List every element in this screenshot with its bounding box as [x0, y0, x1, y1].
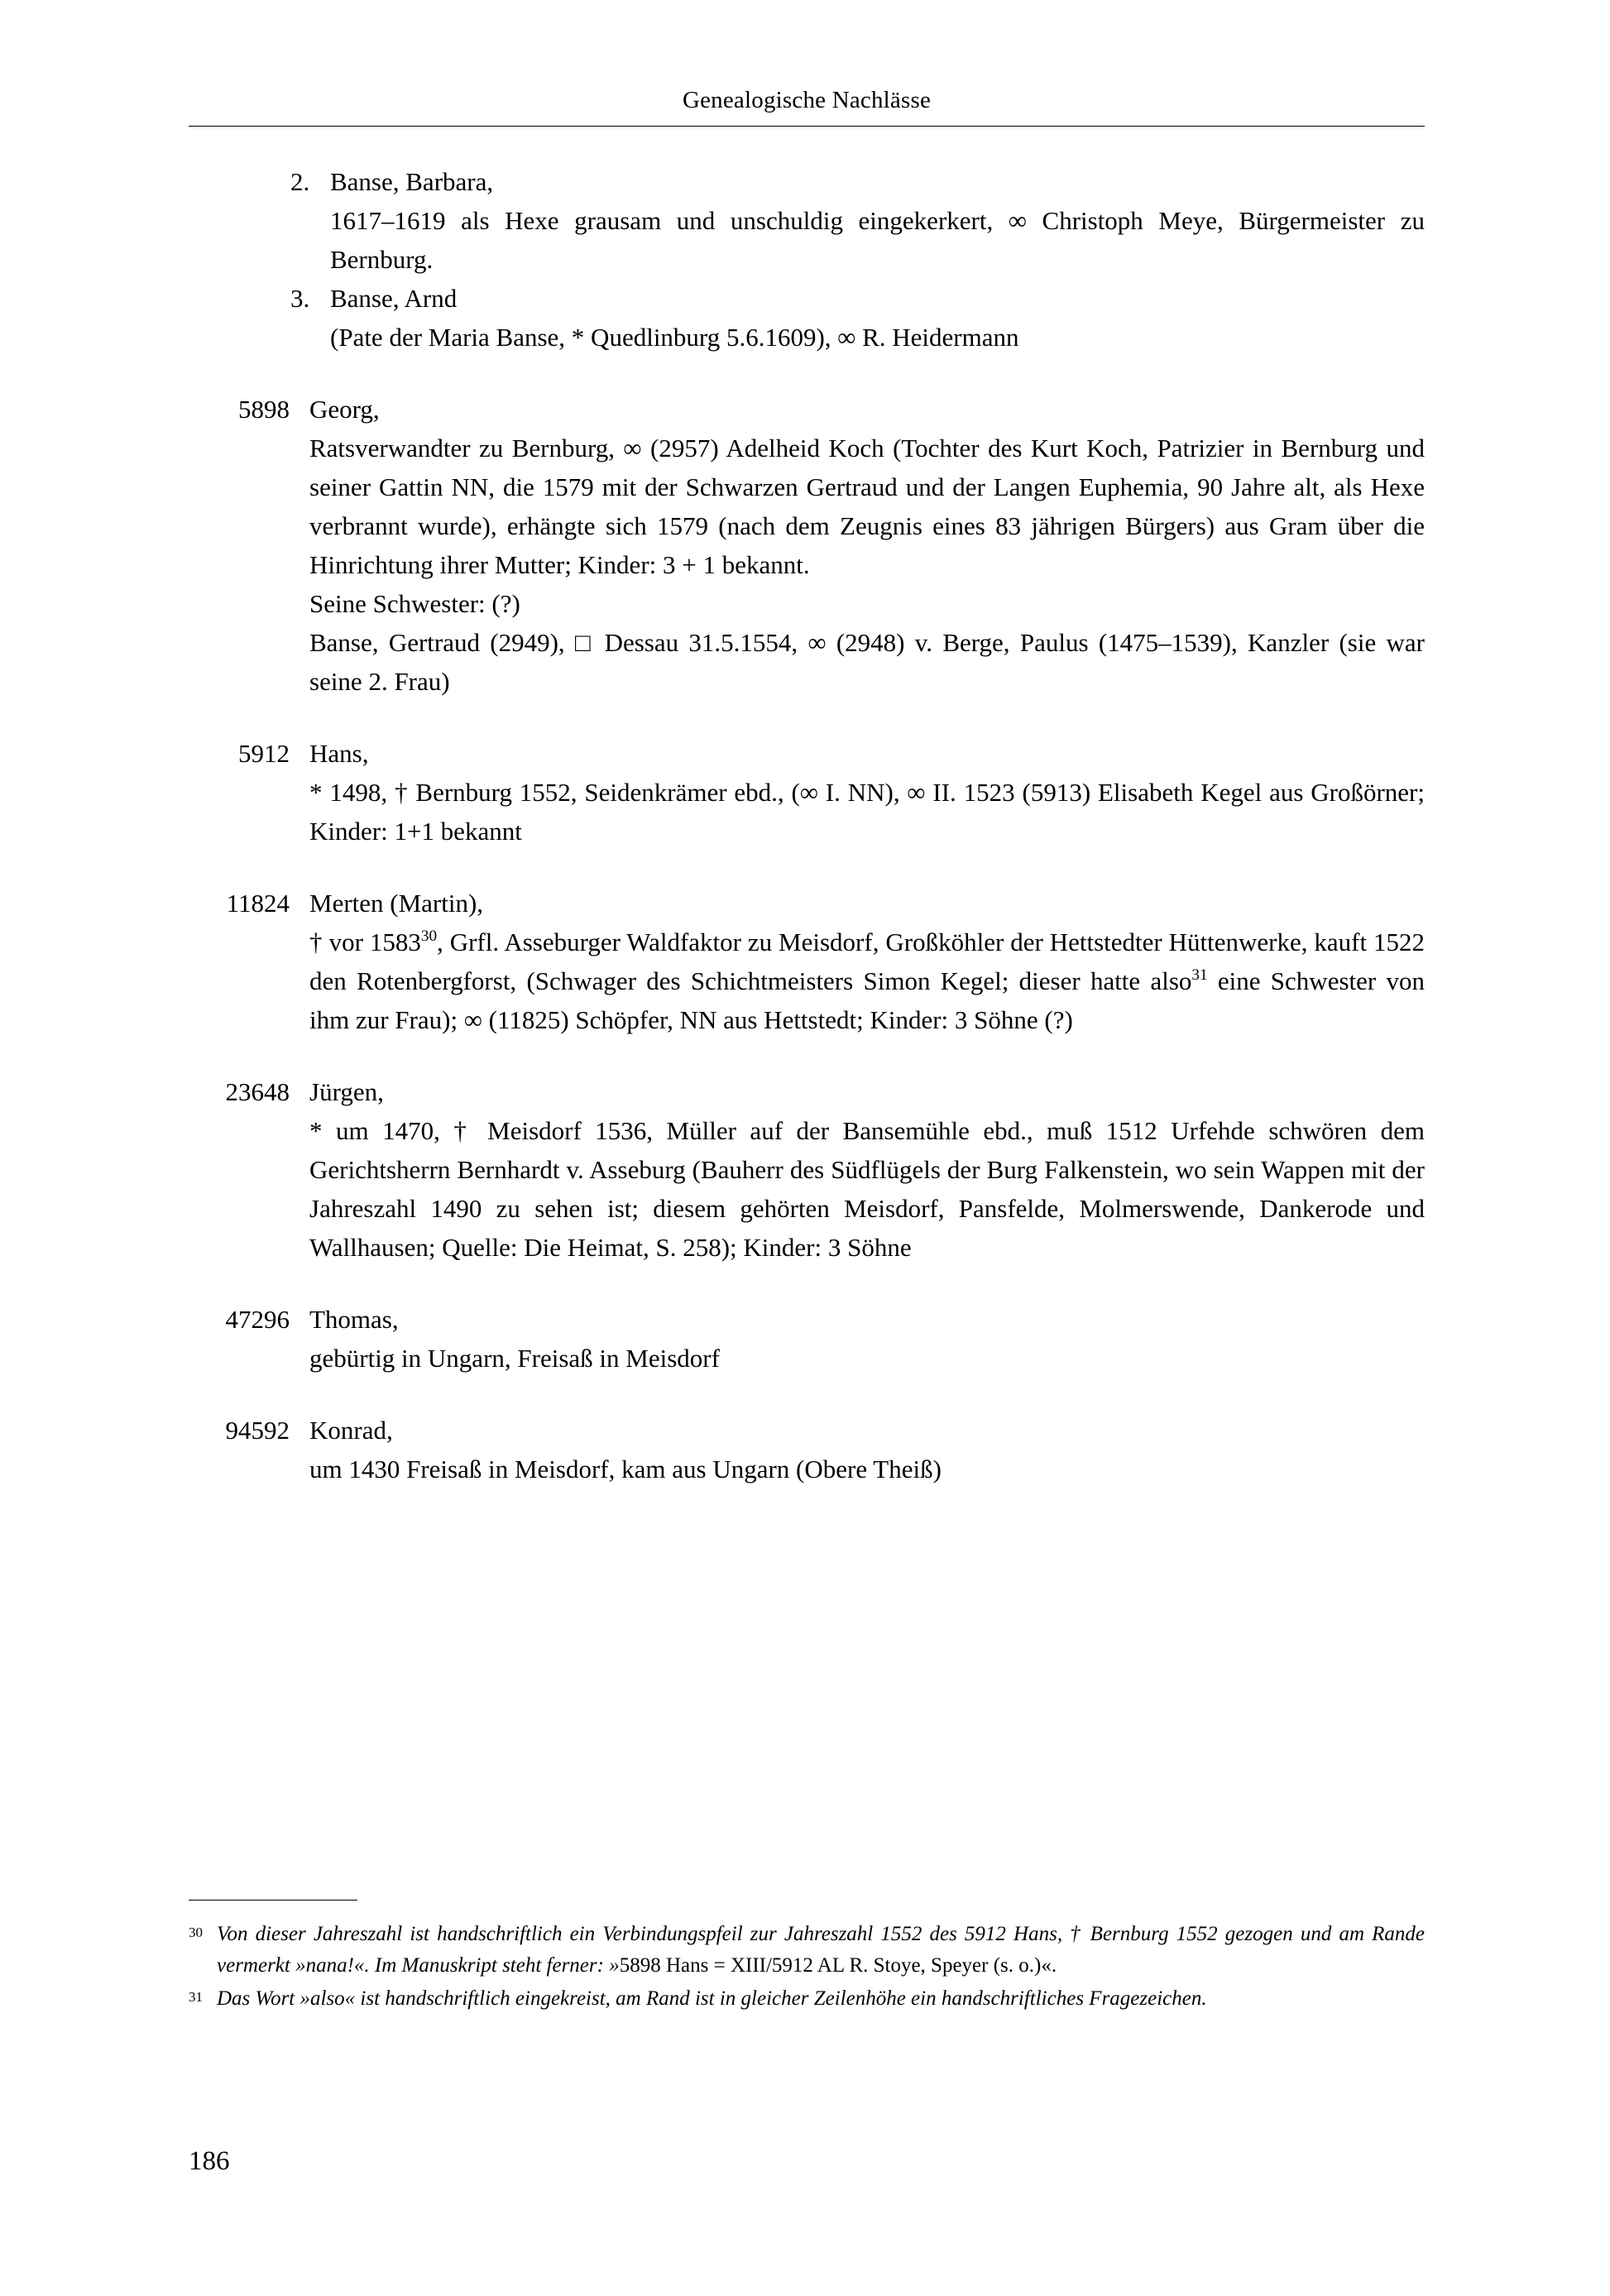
- footnote-section: [189, 1900, 1425, 2016]
- genealogy-entry: [189, 1411, 1425, 1488]
- list-item-body: [330, 162, 1425, 279]
- entry-number: 94592: [225, 1416, 290, 1445]
- footnote-reference[interactable]: 30: [420, 928, 438, 946]
- genealogy-entry: [189, 1300, 1425, 1378]
- body-text-column: [189, 162, 1425, 1488]
- footnote-text-run: Von dieser Jahreszahl ist handschriftlich ein Verbindungspfeil zur Jahreszahl 1552 des 5912 Hans, † Bernburg 1552 gezogen und am Rande vermerkt »nana!«. Im Manuskript steht ferner: »: [217, 1923, 1425, 1977]
- entry-paragraph: † vor 1583$^{30}$, Grfl. Asseburger Waldfaktor zu Meisdorf, Großköhler der Hettstedter Hüttenwerke, kauft 1522 den Rotenbergforst, (Schwager des Schichtmeisters Simon Kegel; dieser hatte also$^{31}$ eine Schwester von ihm zur Frau); ∞ (11825) Schöpfer, NN aus Hettstedt; Kinder: 3 Söhne (?): [309, 928, 1426, 1034]
- footnote-rule: [189, 1900, 357, 1901]
- footnote-marker: 30: [189, 1925, 203, 1940]
- running-head: [189, 86, 1425, 127]
- entry-paragraph: Banse, Gertraud (2949), □ Dessau 31.5.1554, ∞ (2948) v. Berge, Paulus (1475–1539), Kanzler (sie war seine 2. Frau): [309, 628, 1425, 696]
- continued-numbered-list: [189, 162, 1425, 357]
- footnote: [189, 1983, 1425, 2015]
- footnote-marker: 31: [189, 1989, 203, 2005]
- list-item-detail: (Pate der Maria Banse, * Quedlinburg 5.6.1609), ∞ R. Heidermann: [330, 323, 1019, 352]
- list-item: [189, 162, 1425, 279]
- entry-body: [290, 734, 1425, 851]
- entry-paragraph: Seine Schwester: (?): [309, 589, 520, 618]
- genealogy-entry: [189, 1072, 1425, 1267]
- entry-body: [290, 884, 1425, 1039]
- entry-number: 5898: [238, 395, 290, 424]
- footnote-text-run: 5898 Hans = XIII/5912 AL R. Stoye, Speyer (s. o.)«.: [619, 1954, 1057, 1977]
- footnote-text-run: Das Wort »also« ist handschriftlich eingekreist, am Rand ist in gleicher Zeilenhöhe ein handschriftliches Fragezeichen.: [217, 1987, 1207, 2010]
- entry-body: [290, 1411, 1425, 1488]
- header-rule: [189, 126, 1425, 127]
- genealogy-entry: [189, 734, 1425, 851]
- entry-body: [290, 390, 1425, 701]
- footnote-text: [217, 1919, 1425, 1982]
- entry-paragraph: Ratsverwandter zu Bernburg, ∞ (2957) Adelheid Koch (Tochter des Kurt Koch, Patrizier in Bernburg und seiner Gattin NN, die 1579 mit der Schwarzen Gertraud und der Langen Euphemia, 90 Jahre alt, als Hexe verbrannt wurde), erhängte sich 1579 (nach dem Zeugnis eines 83 jährigen Bürgers) aus Gram über die Hinrichtung ihrer Mutter; Kinder: 3 + 1 bekannt.: [309, 434, 1425, 579]
- entry-name: Hans,: [309, 739, 369, 768]
- entry-name: Thomas,: [309, 1305, 399, 1334]
- list-item-name: Banse, Arnd: [330, 284, 458, 313]
- list-item: [189, 279, 1425, 357]
- entry-paragraph: * um 1470, † Meisdorf 1536, Müller auf der Bansemühle ebd., muß 1512 Urfehde schwören dem Gerichtsherrn Bernhardt v. Asseburg (Bauherr des Südflügels der Burg Falkenstein, wo sein Wappen mit der Jahreszahl 1490 zu sehen ist; diesem gehörten Meisdorf, Pansfelde, Molmerswende, Dankerode und Wallhausen; Quelle: Die Heimat, S. 258); Kinder: 3 Söhne: [309, 1116, 1425, 1262]
- entry-body: [290, 1072, 1425, 1267]
- list-item-detail: 1617–1619 als Hexe grausam und unschuldig eingekerkert, ∞ Christoph Meye, Bürgermeister zu Bernburg.: [330, 206, 1425, 274]
- entry-body: [290, 1300, 1425, 1378]
- entry-paragraph: um 1430 Freisaß in Meisdorf, kam aus Ungarn (Obere Theiß): [309, 1455, 942, 1484]
- genealogy-entry: [189, 390, 1425, 701]
- entry-paragraph: * 1498, † Bernburg 1552, Seidenkrämer ebd., (∞ I. NN), ∞ II. 1523 (5913) Elisabeth Kegel aus Großörner; Kinder: 1+1 bekannt: [309, 778, 1425, 846]
- footnote-text: [217, 1983, 1425, 2015]
- entry-number: 47296: [225, 1305, 290, 1334]
- genealogy-entry: [189, 884, 1425, 1039]
- entry-name: Merten (Martin),: [309, 889, 484, 918]
- entry-number: 5912: [238, 739, 290, 768]
- entry-number: 11824: [226, 889, 290, 918]
- list-item-marker: 3.: [290, 284, 310, 313]
- list-item-name: Banse, Barbara,: [330, 167, 494, 196]
- entry-number: 23648: [225, 1077, 290, 1106]
- entry-name: Georg,: [309, 395, 380, 424]
- entry-paragraph: gebürtig in Ungarn, Freisaß in Meisdorf: [309, 1344, 720, 1373]
- footnote: [189, 1919, 1425, 1982]
- footnote-reference[interactable]: 31: [1191, 966, 1208, 985]
- entry-name: Jürgen,: [309, 1077, 384, 1106]
- page-number: 186: [189, 2146, 230, 2176]
- list-item-body: [330, 279, 1425, 357]
- entry-name: Konrad,: [309, 1416, 393, 1445]
- list-item-marker: 2.: [290, 167, 310, 196]
- running-head-title: Genealogische Nachlässe: [682, 87, 932, 113]
